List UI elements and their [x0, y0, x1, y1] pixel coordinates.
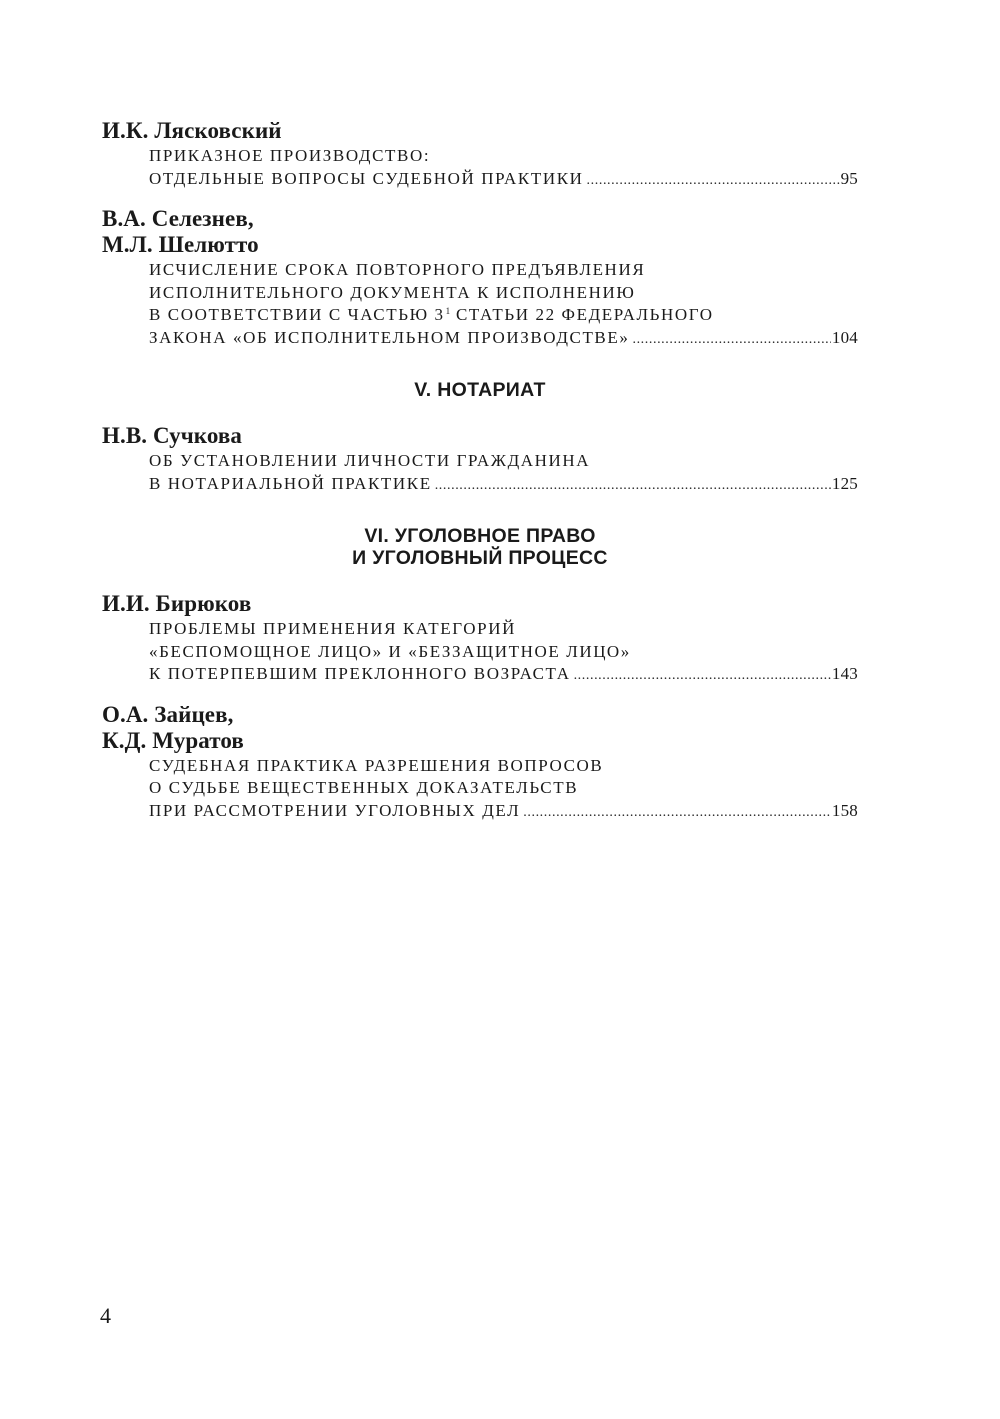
- entry-title-line: «БЕСПОМОЩНОЕ ЛИЦО» И «БЕЗЗАЩИТНОЕ ЛИЦО»: [149, 641, 631, 661]
- entry-title-last-line[interactable]: [149, 663, 858, 688]
- entry-title-last-line[interactable]: [149, 800, 858, 825]
- entry-title-text: СТАТЬИ 22 ФЕДЕРАЛЬНОГО: [450, 305, 714, 324]
- page-folio-number: 4: [100, 1303, 111, 1328]
- dot-leader: [632, 327, 830, 352]
- entry-title-line: ИСПОЛНИТЕЛЬНОГО ДОКУМЕНТА К ИСПОЛНЕНИЮ: [149, 282, 636, 302]
- dot-leader: [574, 663, 831, 688]
- entry-title-text: В СООТВЕТСТВИИ С ЧАСТЬЮ 3: [149, 305, 445, 324]
- entry-title-line: ИСЧИСЛЕНИЕ СРОКА ПОВТОРНОГО ПРЕДЪЯВЛЕНИЯ: [149, 260, 646, 279]
- dot-leader: [435, 473, 831, 498]
- section-title: И УГОЛОВНЫЙ ПРОЦЕСС: [352, 547, 608, 569]
- entry-title-line: ПРИКАЗНОЕ ПРОИЗВОДСТВО:: [149, 146, 431, 165]
- entry-title-line: ПРИ РАССМОТРЕНИИ УГОЛОВНЫХ ДЕЛ: [149, 800, 521, 820]
- entry-title-line: ОТДЕЛЬНЫЕ ВОПРОСЫ СУДЕБНОЙ ПРАКТИКИ: [149, 168, 584, 188]
- entry-title-last-line[interactable]: [149, 327, 858, 352]
- page-number: 95: [840, 168, 858, 188]
- entry-title-line: К ПОТЕРПЕВШИМ ПРЕКЛОННОГО ВОЗРАСТА: [149, 664, 571, 683]
- entry-title: [149, 259, 858, 351]
- dot-leader: [523, 800, 831, 825]
- entry-author: К.Д. Муратов: [102, 727, 244, 753]
- entry-author: О.А. Зайцев,: [102, 701, 234, 727]
- entry-title: [149, 618, 858, 688]
- entry-author: И.И. Бирюков: [102, 591, 252, 616]
- page-number: 143: [831, 664, 858, 683]
- entry-author: В.А. Селезнев,: [102, 206, 254, 231]
- entry-author: Н.В. Сучкова: [102, 423, 242, 448]
- page-number: 125: [831, 473, 858, 493]
- section-heading-notary: [102, 379, 858, 401]
- page-number: 104: [831, 327, 858, 347]
- page-number: 158: [831, 800, 858, 820]
- dot-leader: [587, 168, 840, 193]
- entry-author: И.К. Лясковский: [102, 118, 282, 143]
- section-title: VI. УГОЛОВНОЕ ПРАВО: [364, 525, 596, 547]
- entry-title: [149, 145, 858, 192]
- section-title: V. НОТАРИАТ: [414, 379, 546, 401]
- section-heading-criminal-law: [102, 525, 858, 569]
- entry-title-line: СУДЕБНАЯ ПРАКТИКА РАЗРЕШЕНИЯ ВОПРОСОВ: [149, 755, 604, 775]
- toc-entry-biryukov: [102, 591, 858, 688]
- toc-entry-seleznev-shelyutto: [102, 206, 858, 351]
- entry-title: [149, 755, 858, 825]
- entry-title-line: В НОТАРИАЛЬНОЙ ПРАКТИКЕ: [149, 473, 432, 493]
- toc-entry-suchkova: [102, 423, 858, 497]
- entry-author: М.Л. Шелютто: [102, 232, 259, 257]
- table-of-contents: [102, 118, 858, 824]
- entry-title: [149, 450, 858, 497]
- entry-title-line: [149, 304, 858, 327]
- entry-title-line: ОБ УСТАНОВЛЕНИИ ЛИЧНОСТИ ГРАЖДАНИНА: [149, 451, 591, 470]
- entry-title-last-line[interactable]: [149, 473, 858, 498]
- entry-title-line: ЗАКОНА «ОБ ИСПОЛНИТЕЛЬНОМ ПРОИЗВОДСТВЕ»: [149, 327, 630, 347]
- entry-title-line: ПРОБЛЕМЫ ПРИМЕНЕНИЯ КАТЕГОРИЙ: [149, 619, 516, 638]
- superscript: 1: [445, 306, 451, 316]
- toc-entry-zaytsev-muratov: [102, 702, 858, 825]
- entry-title-line: О СУДЬБЕ ВЕЩЕСТВЕННЫХ ДОКАЗАТЕЛЬСТВ: [149, 778, 579, 797]
- entry-title-last-line[interactable]: [149, 168, 858, 193]
- toc-entry-lyaskovsky: [102, 118, 858, 192]
